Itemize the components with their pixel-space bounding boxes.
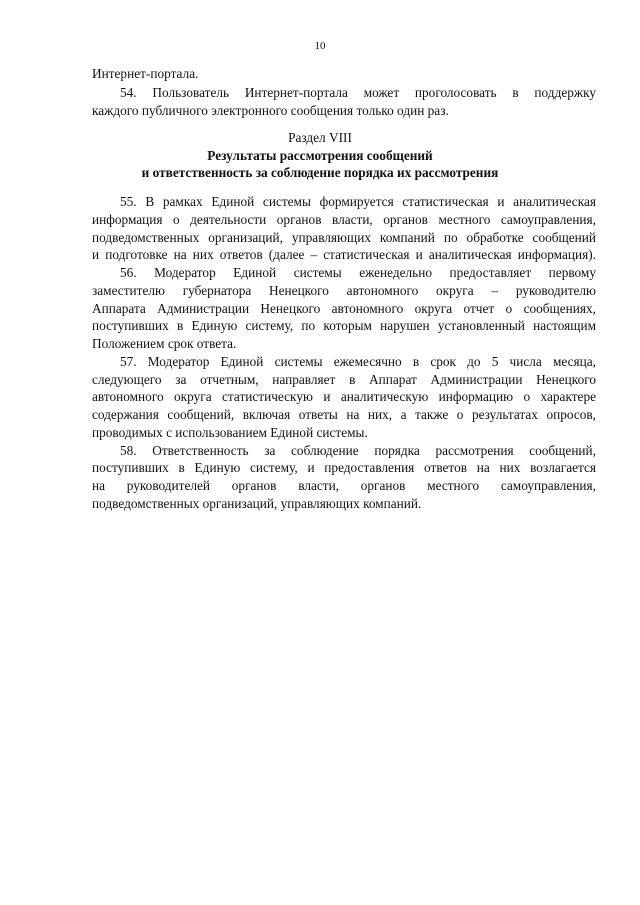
paragraph-56-line-5: Положением срок ответа.: [92, 336, 237, 351]
page-number: 10: [314, 40, 326, 52]
section-title-line-1: Результаты рассмотрения сообщений: [207, 148, 433, 163]
section-title-line-2: и ответственность за соблюдение порядка их рассмотрения: [141, 165, 499, 180]
paragraph-57-line-1: 57. Модератор Единой системы ежемесячно в срок до 5 числа месяца,: [120, 354, 596, 369]
paragraph-55-line-4: и подготовке на них ответов (далее – статистическая и аналитическая информация).: [92, 247, 596, 262]
paragraph-58-line-2: поступивших в Единую систему, и предоставления ответов на них возлагается: [92, 460, 596, 475]
text-line-continuation: Интернет-портала.: [92, 66, 199, 81]
paragraph-56-line-1: 56. Модератор Единой системы еженедельно предоставляет первому: [120, 265, 596, 280]
paragraph-57-line-2: следующего за отчетным, направляет в Аппарат Администрации Ненецкого: [92, 372, 596, 387]
paragraph-56-line-4: поступивших в Единую систему, по которым нарушен установленный настоящим: [92, 318, 596, 333]
paragraph-57-line-5: проводимых с использованием Единой системы.: [92, 425, 368, 440]
paragraph-55-line-3: подведомственных организаций, управляющих компаний по обработке сообщений: [92, 230, 596, 245]
paragraph-55-line-1: 55. В рамках Единой системы формируется статистическая и аналитическая: [120, 194, 596, 209]
paragraph-58-line-4: подведомственных организаций, управляющих компаний.: [92, 496, 422, 511]
paragraph-58-line-1: 58. Ответственность за соблюдение порядка рассмотрения сообщений,: [120, 443, 596, 458]
paragraph-58-line-3: на руководителей органов власти, органов местного самоуправления,: [92, 478, 596, 493]
section-label: Раздел VIII: [288, 130, 352, 145]
paragraph-57-line-3: автономного округа статистическую и аналитическую информацию о характере: [92, 389, 596, 404]
paragraph-54-line-1: 54. Пользователь Интернет-портала может проголосовать в поддержку: [120, 85, 596, 100]
paragraph-54-line-2: каждого публичного электронного сообщения только один раз.: [92, 103, 449, 118]
paragraph-56-line-3: Аппарата Администрации Ненецкого автономного округа отчет о сообщениях,: [92, 301, 596, 316]
paragraph-57-line-4: содержания сообщений, включая ответы на них, а также о результатах опросов,: [92, 407, 596, 422]
paragraph-56-line-2: заместителю губернатора Ненецкого автономного округа – руководителю: [92, 283, 596, 298]
paragraph-55-line-2: информация о деятельности органов власти, органов местного самоуправления,: [92, 212, 596, 227]
